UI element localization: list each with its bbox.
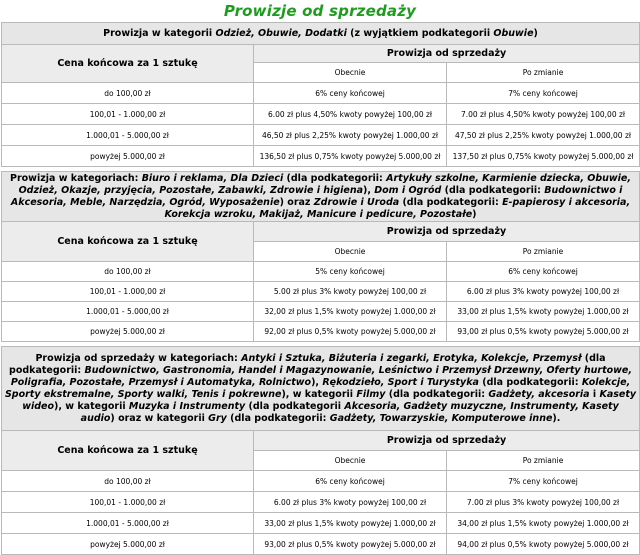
current-column-header: Obecnie bbox=[254, 451, 447, 471]
price-cell: 100,01 - 1.000,00 zł bbox=[2, 492, 254, 513]
after-change-cell: 47,50 zł plus 2,25% kwoty powyżej 1.000,00 zł bbox=[447, 125, 640, 146]
table-row bbox=[2, 125, 640, 146]
table-row bbox=[2, 471, 640, 492]
after-change-cell: 34,00 zł plus 1,5% kwoty powyżej 1.000,00 zł bbox=[447, 513, 640, 534]
price-cell: powyżej 5.000,00 zł bbox=[2, 322, 254, 342]
category-name: Budownictwo, Gastronomia, Handel i Magazynowanie, Leśnictwo i Przemysł Drzewny, Oferty hurtowe, Poligrafia, Pozostałe, Przemysł i Automatyka, Rolnictwo bbox=[10, 364, 632, 388]
after-change-cell: 6% ceny końcowej bbox=[447, 262, 640, 282]
category-name: Dom i Ogród bbox=[374, 184, 442, 196]
category-description bbox=[2, 23, 640, 45]
current-column-header: Obecnie bbox=[254, 63, 447, 83]
current-cell: 33,00 zł plus 1,5% kwoty powyżej 1.000,00 zł bbox=[254, 513, 447, 534]
price-cell: do 100,00 zł bbox=[2, 83, 254, 104]
table-row bbox=[2, 492, 640, 513]
category-name: Filmy bbox=[356, 388, 386, 400]
category-text: ) oraz w kategorii bbox=[110, 412, 209, 424]
current-column-header: Obecnie bbox=[254, 242, 447, 262]
commission-column-header: Prowizja od sprzedaży bbox=[254, 431, 640, 451]
category-text: (z wyjątkiem podkategorii bbox=[346, 27, 494, 39]
table-row bbox=[2, 262, 640, 282]
category-name: Budownictwo i Akcesoria, Meble, Narzędzia, Ogród, Wyposażenie bbox=[10, 184, 623, 208]
category-name: Obuwie bbox=[493, 27, 534, 39]
current-cell: 6% ceny końcowej bbox=[254, 83, 447, 104]
price-column-header: Cena końcowa za 1 sztukę bbox=[2, 431, 254, 471]
price-cell: 1.000,01 - 5.000,00 zł bbox=[2, 125, 254, 146]
after-change-cell: 93,00 zł plus 0,5% kwoty powyżej 5.000,00 zł bbox=[447, 322, 640, 342]
category-text: ). bbox=[552, 412, 561, 424]
category-text: (dla podkategorii: bbox=[441, 184, 545, 196]
category-text: ), bbox=[311, 376, 323, 388]
category-text: Prowizja od sprzedaży w kategoriach: bbox=[35, 352, 242, 364]
after-change-cell: 94,00 zł plus 0,5% kwoty powyżej 5.000,00 zł bbox=[447, 534, 640, 555]
current-cell: 6.00 zł plus 3% kwoty powyżej 100,00 zł bbox=[254, 492, 447, 513]
price-cell: 100,01 - 1.000,00 zł bbox=[2, 282, 254, 302]
table-row bbox=[2, 83, 640, 104]
price-cell: 1.000,01 - 5.000,00 zł bbox=[2, 302, 254, 322]
commission-table-office-kids-home bbox=[1, 171, 640, 342]
price-column-header: Cena końcowa za 1 sztukę bbox=[2, 222, 254, 262]
category-text: ) oraz bbox=[279, 196, 314, 208]
category-text: ) bbox=[533, 27, 538, 39]
table-row bbox=[2, 104, 640, 125]
page-title: Prowizje od sprzedaży bbox=[223, 2, 417, 20]
price-cell: do 100,00 zł bbox=[2, 262, 254, 282]
current-cell: 136,50 zł plus 0,75% kwoty powyżej 5.000,00 zł bbox=[254, 146, 447, 167]
price-cell: powyżej 5.000,00 zł bbox=[2, 146, 254, 167]
category-name: Zdrowie i Uroda bbox=[313, 196, 400, 208]
category-text: (dla podkategorii: bbox=[226, 412, 330, 424]
commission-table-clothing bbox=[1, 22, 640, 167]
current-cell: 6.00 zł plus 4,50% kwoty powyżej 100,00 zł bbox=[254, 104, 447, 125]
category-text: i bbox=[589, 388, 600, 400]
category-name: Muzyka i Instrumenty bbox=[128, 400, 246, 412]
current-cell: 5% ceny końcowej bbox=[254, 262, 447, 282]
price-cell: 1.000,01 - 5.000,00 zł bbox=[2, 513, 254, 534]
category-name: Artykuły szkolne, Karmienie dziecka, Obuwie, Odzież, Okazje, przyjęcia, Pozostałe, Zabawki, Zdrowie i higiena bbox=[18, 172, 631, 196]
after-change-cell: 137,50 zł plus 0,75% kwoty powyżej 5.000,00 zł bbox=[447, 146, 640, 167]
category-name: Gry bbox=[208, 412, 227, 424]
table-row bbox=[2, 322, 640, 342]
category-text: ) bbox=[472, 208, 477, 220]
after-change-column-header: Po zmianie bbox=[447, 63, 640, 83]
table-row bbox=[2, 534, 640, 555]
category-name: Gadżety, Towarzyskie, Komputerowe inne bbox=[329, 412, 553, 424]
category-text: (dla podkategorii: bbox=[385, 388, 489, 400]
current-cell: 32,00 zł plus 1,5% kwoty powyżej 1.000,00 zł bbox=[254, 302, 447, 322]
category-name: Rękodzieło, Sport i Turystyka bbox=[322, 376, 479, 388]
table-row bbox=[2, 146, 640, 167]
category-text: (dla podkategorii: bbox=[478, 376, 582, 388]
category-description bbox=[2, 172, 640, 222]
current-cell: 92,00 zł plus 0,5% kwoty powyżej 5.000,00 zł bbox=[254, 322, 447, 342]
table-row bbox=[2, 302, 640, 322]
price-cell: 100,01 - 1.000,00 zł bbox=[2, 104, 254, 125]
after-change-column-header: Po zmianie bbox=[447, 451, 640, 471]
category-name: Gadżety, akcesoria bbox=[488, 388, 590, 400]
current-cell: 46,50 zł plus 2,25% kwoty powyżej 1.000,00 zł bbox=[254, 125, 447, 146]
price-cell: do 100,00 zł bbox=[2, 471, 254, 492]
commission-column-header: Prowizja od sprzedaży bbox=[254, 45, 640, 63]
category-name: Akcesoria, Gadżety muzyczne, Instrumenty, Kasety audio bbox=[80, 400, 619, 424]
category-text: (dla podkategorii bbox=[245, 400, 345, 412]
commission-table-art-sport-media bbox=[1, 346, 640, 555]
category-name: Kasety wideo bbox=[22, 388, 637, 412]
current-cell: 5.00 zł plus 3% kwoty powyżej 100,00 zł bbox=[254, 282, 447, 302]
after-change-cell: 7% ceny końcowej bbox=[447, 83, 640, 104]
category-text: ), w kategorii bbox=[281, 388, 357, 400]
category-name: Kolekcje, Sporty ekstremalne, Sporty walki, Tenis i pokrewne bbox=[4, 376, 631, 400]
category-name: Biuro i reklama, Dla Dzieci bbox=[141, 172, 284, 184]
category-text: Prowizja w kategorii bbox=[103, 27, 216, 39]
current-cell: 93,00 zł plus 0,5% kwoty powyżej 5.000,00 zł bbox=[254, 534, 447, 555]
category-name: Odzież, Obuwie, Dodatki bbox=[215, 27, 347, 39]
after-change-cell: 7.00 zł plus 3% kwoty powyżej 100,00 zł bbox=[447, 492, 640, 513]
category-name: E-papierosy i akcesoria, Korekcja wzroku, Makijaż, Manicure i pedicure, Pozostałe bbox=[164, 196, 631, 220]
price-column-header: Cena końcowa za 1 sztukę bbox=[2, 45, 254, 83]
after-change-cell: 33,00 zł plus 1,5% kwoty powyżej 1.000,00 zł bbox=[447, 302, 640, 322]
after-change-cell: 6.00 zł plus 3% kwoty powyżej 100,00 zł bbox=[447, 282, 640, 302]
price-cell: powyżej 5.000,00 zł bbox=[2, 534, 254, 555]
after-change-cell: 7% ceny końcowej bbox=[447, 471, 640, 492]
category-text: ), w kategorii bbox=[54, 400, 129, 412]
category-text: (dla podkategorii: bbox=[399, 196, 503, 208]
after-change-cell: 7.00 zł plus 4,50% kwoty powyżej 100,00 zł bbox=[447, 104, 640, 125]
after-change-column-header: Po zmianie bbox=[447, 242, 640, 262]
category-description bbox=[2, 347, 640, 431]
table-row bbox=[2, 513, 640, 534]
table-row bbox=[2, 282, 640, 302]
category-text: (dla podkategorii: bbox=[283, 172, 387, 184]
category-text: Prowizja w kategoriach: bbox=[10, 172, 142, 184]
commission-column-header: Prowizja od sprzedaży bbox=[254, 222, 640, 242]
category-text: ), bbox=[363, 184, 375, 196]
category-name: Antyki i Sztuka, Biżuteria i zegarki, Erotyka, Kolekcje, Przemysł bbox=[241, 352, 582, 364]
category-text: (dla podkategorii: bbox=[9, 352, 606, 376]
current-cell: 6% ceny końcowej bbox=[254, 471, 447, 492]
